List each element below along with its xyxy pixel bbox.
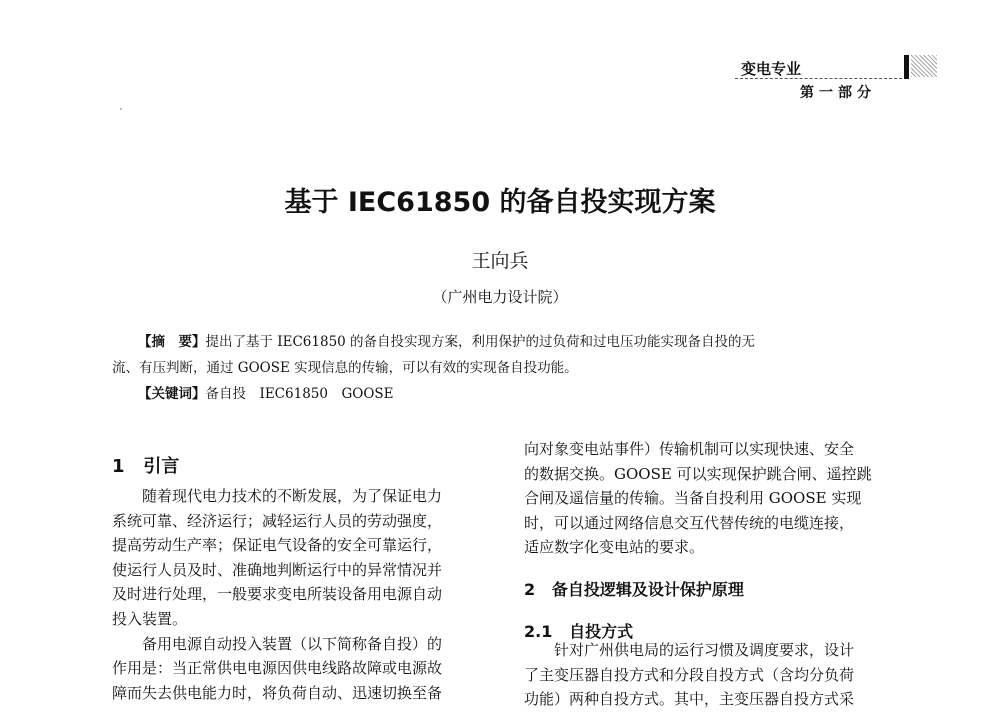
abstract-label: 【摘 要】 (138, 334, 206, 350)
right-line: 功能）两种自投方式。其中，主变压器自投方式采 (524, 690, 855, 709)
section-1-heading (112, 452, 179, 478)
section-1-number: 1 (112, 456, 125, 477)
right-line: 时，可以通过网络信息交互代替传统的电缆连接， (524, 513, 855, 532)
header-rule (735, 78, 907, 79)
section-1-title: 引言 (143, 456, 180, 477)
section-2-title: 备自投逻辑及设计保护原理 (551, 580, 744, 599)
left-line: 投入装置。 (112, 609, 188, 628)
left-line: 系统可靠、经济运行；减轻运行人员的劳动强度， (112, 511, 443, 530)
right-line: 针对广州供电局的运行习惯及调度要求，设计 (554, 641, 855, 659)
right-line: 了主变压器自投方式和分段自投方式（含均分负荷 (524, 665, 855, 684)
left-line: 障而失去供电能力时，将负荷自动、迅速切换至备 (112, 683, 443, 702)
keywords-text: 备自投 IEC61850 GOOSE (205, 386, 394, 402)
article-affiliation: （广州电力设计院） (432, 288, 568, 306)
section-2-heading (524, 577, 744, 600)
left-column-body (112, 484, 442, 705)
keywords-label: 【关键词】 (138, 386, 206, 402)
section-2-1-title: 自投方式 (569, 622, 634, 641)
right-column-bottom (524, 638, 854, 712)
right-line: 适应数字化变电站的要求。 (524, 538, 705, 557)
left-line: 备用电源自动投入装置（以下简称备自投）的 (142, 634, 443, 653)
header-section-label: 变电专业 (741, 60, 802, 78)
abstract-text-1: 提出了基于 IEC61850 的备自投实现方案，利用保护的过负荷和过电压功能实现备自投的无 (205, 334, 756, 350)
header-marker-bar (904, 55, 909, 79)
section-2-1-number: 2.1 (524, 622, 553, 641)
article-title: 基于 IEC61850 的备自投实现方案 (284, 187, 716, 218)
keywords-line (138, 381, 394, 407)
header-part-label: 第一部分 (800, 85, 876, 101)
abstract-line-2: 流、有压判断，通过 GOOSE 实现信息的传输，可以有效的实现备自投功能。 (112, 360, 578, 376)
right-line: 的数据交换。GOOSE 可以实现保护跳合闸、遥控跳 (524, 464, 872, 483)
right-line: 合闸及遥信量的传输。当备自投利用 GOOSE 实现 (524, 489, 862, 508)
section-2-number: 2 (524, 580, 536, 599)
abstract-line-1 (138, 329, 755, 355)
scan-speck (120, 108, 122, 110)
left-line: 随着现代电力技术的不断发展，为了保证电力 (142, 487, 443, 505)
left-line: 使运行人员及时、准确地判断运行中的异常情况并 (112, 560, 443, 579)
left-line: 提高劳动生产率；保证电气设备的安全可靠运行， (112, 536, 443, 555)
header-texture-block (911, 55, 937, 77)
left-line: 及时进行处理，一般要求变电所装设备用电源自动 (112, 585, 443, 604)
right-column-top (524, 437, 872, 560)
left-line: 作用是：当正常供电电源因供电线路故障或电源故 (112, 659, 443, 678)
right-line: 向对象变电站事件）传输机制可以实现快速、安全 (524, 440, 855, 458)
article-author: 王向兵 (471, 250, 529, 272)
